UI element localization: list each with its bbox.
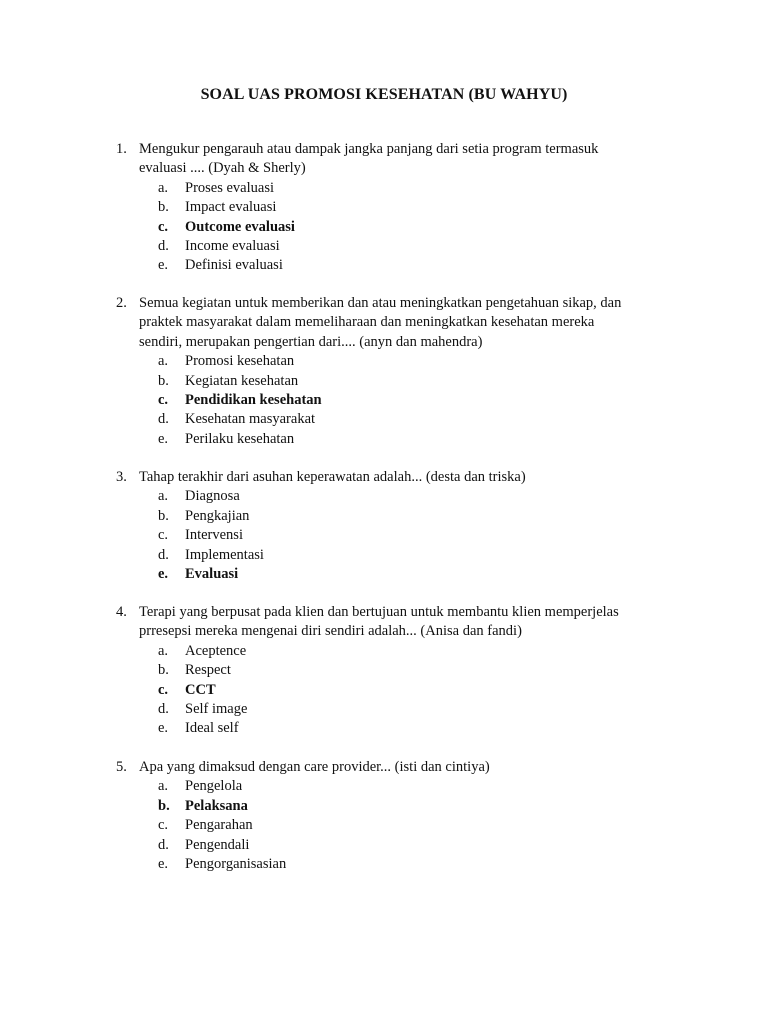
option-text: CCT <box>185 681 216 698</box>
option-letter: c. <box>158 391 169 408</box>
option-letter: d. <box>158 237 169 254</box>
option-text: Implementasi <box>185 546 264 563</box>
question-text: Apa yang dimaksud dengan care provider... (isti dan cintiya) <box>139 759 490 775</box>
option-text: Kesehatan masyarakat <box>185 411 316 428</box>
question-text: Tahap terakhir dari asuhan keperawatan adalah... (desta dan triska) <box>139 469 526 485</box>
question-4 <box>0 603 768 739</box>
option-text: Impact evaluasi <box>185 199 277 216</box>
answer-option <box>0 237 768 256</box>
option-text: Ideal self <box>185 720 239 737</box>
option-letter: c. <box>158 527 169 544</box>
option-text: Proses evaluasi <box>185 179 274 196</box>
option-letter: a. <box>158 778 169 795</box>
option-text: Outcome evaluasi <box>185 218 295 235</box>
question-line <box>0 333 768 352</box>
option-letter: b. <box>158 199 169 216</box>
option-text: Kegiatan kesehatan <box>185 372 299 389</box>
answer-option <box>0 642 768 661</box>
option-letter: d. <box>158 411 169 428</box>
option-text: Pengendali <box>185 836 250 853</box>
question-text: Mengukur pengarauh atau dampak jangka panjang dari setia program termasuk <box>139 141 599 157</box>
question-number: 3. <box>116 469 127 485</box>
question-text: sendiri, merupakan pengertian dari.... (anyn dan mahendra) <box>139 333 483 350</box>
option-letter: a. <box>158 642 169 659</box>
option-letter: b. <box>158 372 169 389</box>
question-number: 5. <box>116 759 127 775</box>
answer-option <box>0 719 768 738</box>
question-text: prresepsi mereka mengenai diri sendiri adalah... (Anisa dan fandi) <box>139 623 522 640</box>
answer-option <box>0 661 768 680</box>
question-text: Semua kegiatan untuk memberikan dan atau meningkatkan pengetahuan sikap, dan <box>139 295 622 311</box>
option-letter: b. <box>158 507 169 524</box>
question-line <box>0 468 768 487</box>
option-letter: c. <box>158 817 169 834</box>
option-text: Self image <box>185 700 248 717</box>
correct-answer-option <box>0 681 768 700</box>
answer-option <box>0 700 768 719</box>
option-letter: b. <box>158 662 169 679</box>
question-line <box>0 294 768 313</box>
question-3 <box>0 468 768 584</box>
option-text: Intervensi <box>185 527 243 544</box>
answer-option <box>0 372 768 391</box>
question-number: 4. <box>116 604 127 620</box>
option-text: Pengkajian <box>185 507 250 524</box>
option-text: Pengelola <box>185 778 243 795</box>
question-line <box>0 603 768 622</box>
correct-answer-option <box>0 797 768 816</box>
option-letter: e. <box>158 565 169 582</box>
answer-option <box>0 546 768 565</box>
question-line <box>0 140 768 159</box>
question-number: 2. <box>116 295 127 311</box>
question-line <box>0 159 768 178</box>
answer-option <box>0 526 768 545</box>
option-text: Respect <box>185 662 231 679</box>
option-letter: e. <box>158 257 169 274</box>
answer-option <box>0 777 768 796</box>
option-letter: e. <box>158 720 169 737</box>
answer-option <box>0 430 768 449</box>
answer-option <box>0 352 768 371</box>
question-text: Terapi yang berpusat pada klien dan bertujuan untuk membantu klien memperjelas <box>139 604 619 620</box>
answer-option <box>0 816 768 835</box>
question-number: 1. <box>116 141 127 157</box>
option-text: Promosi kesehatan <box>185 353 295 370</box>
option-text: Diagnosa <box>185 488 240 505</box>
option-text: Pendidikan kesehatan <box>185 391 322 408</box>
option-letter: d. <box>158 836 169 853</box>
option-text: Pelaksana <box>185 797 248 814</box>
question-line <box>0 313 768 332</box>
option-letter: c. <box>158 681 169 698</box>
question-5 <box>0 758 768 874</box>
page-title: SOAL UAS PROMOSI KESEHATAN (BU WAHYU) <box>200 86 568 103</box>
option-text: Evaluasi <box>185 565 239 582</box>
question-2 <box>0 294 768 449</box>
option-letter: a. <box>158 353 169 370</box>
question-line <box>0 758 768 777</box>
answer-option <box>0 836 768 855</box>
question-line <box>0 622 768 641</box>
answer-option <box>0 507 768 526</box>
answer-option <box>0 410 768 429</box>
answer-option <box>0 487 768 506</box>
question-1 <box>0 140 768 276</box>
option-letter: c. <box>158 218 169 235</box>
answer-option <box>0 855 768 874</box>
answer-option <box>0 198 768 217</box>
option-text: Pengorganisasian <box>185 855 287 872</box>
option-letter: d. <box>158 546 169 563</box>
option-text: Perilaku kesehatan <box>185 430 295 447</box>
question-text: evaluasi .... (Dyah & Sherly) <box>139 160 306 177</box>
option-letter: e. <box>158 430 169 447</box>
option-letter: a. <box>158 488 169 505</box>
correct-answer-option <box>0 218 768 237</box>
option-letter: d. <box>158 700 169 717</box>
answer-option <box>0 179 768 198</box>
answer-option <box>0 256 768 275</box>
option-letter: a. <box>158 179 169 196</box>
option-text: Definisi evaluasi <box>185 257 283 274</box>
option-letter: b. <box>158 797 170 814</box>
option-text: Aceptence <box>185 642 247 659</box>
option-text: Income evaluasi <box>185 237 280 254</box>
option-letter: e. <box>158 855 169 872</box>
correct-answer-option <box>0 391 768 410</box>
question-text: praktek masyarakat dalam memeliharaan dan meningkatkan kesehatan mereka <box>139 314 595 331</box>
correct-answer-option <box>0 565 768 584</box>
option-text: Pengarahan <box>185 817 253 834</box>
